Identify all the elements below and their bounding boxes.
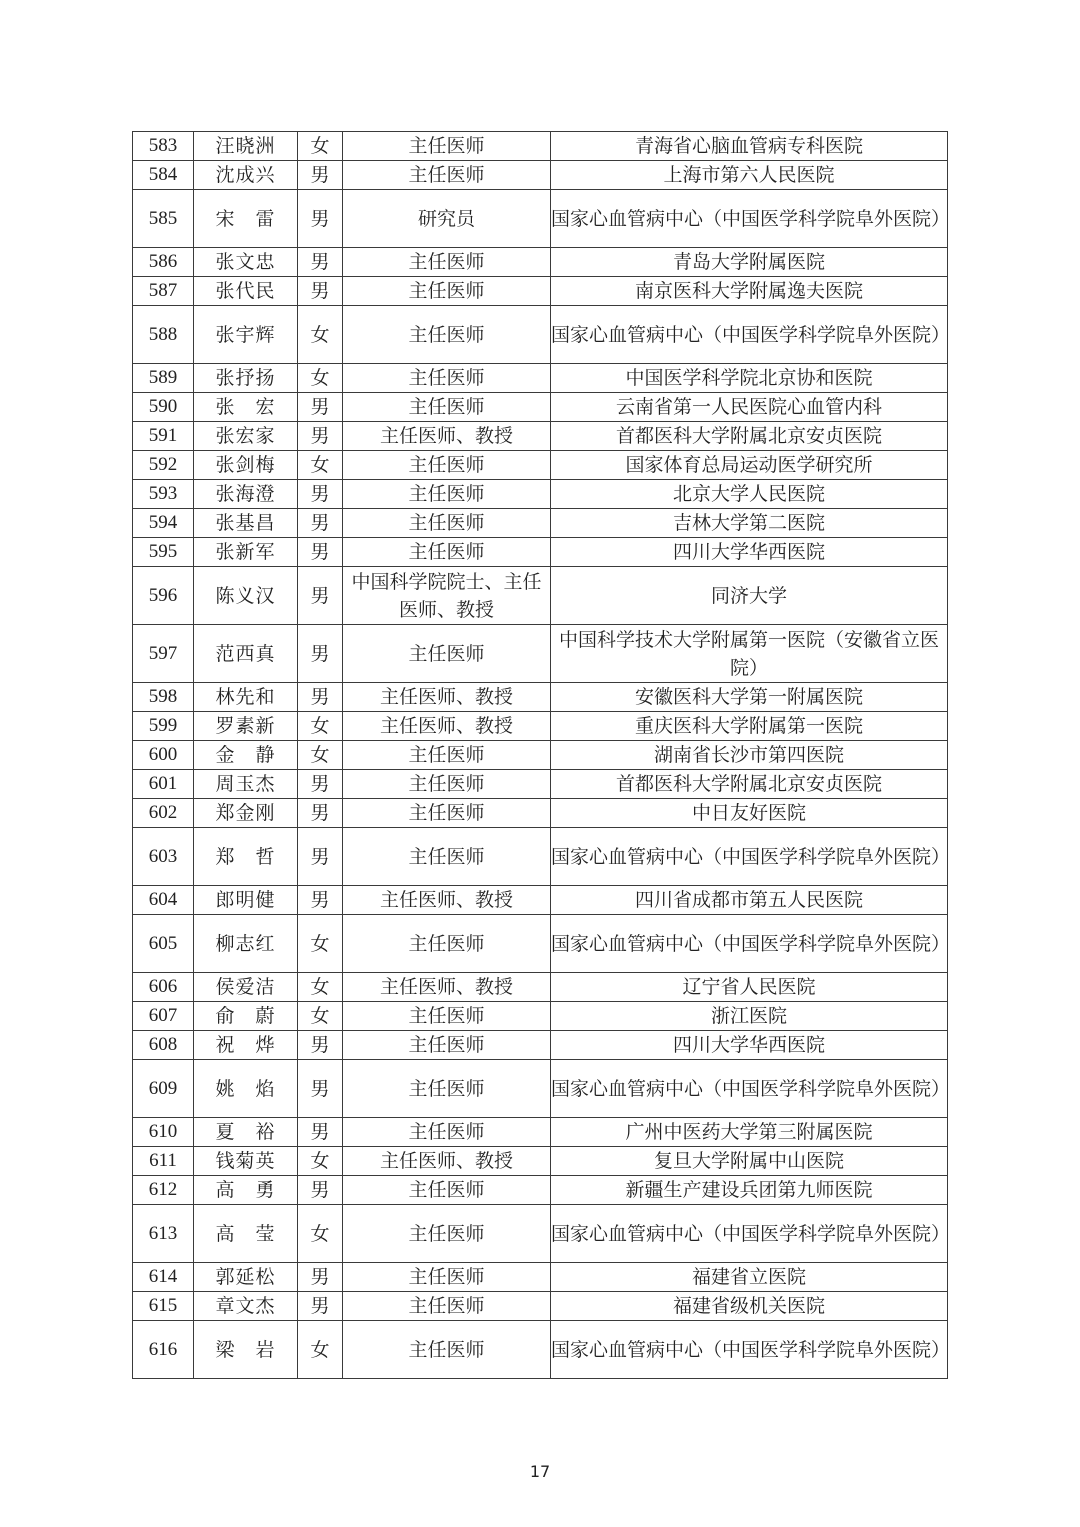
name-cell: 张海澄	[194, 480, 298, 509]
gender-cell: 女	[298, 712, 343, 741]
title-cell: 主任医师、教授	[343, 886, 551, 915]
name-cell: 张新军	[194, 538, 298, 567]
organization-cell: 重庆医科大学附属第一医院	[551, 712, 948, 741]
title-cell: 主任医师	[343, 1292, 551, 1321]
organization-cell: 同济大学	[551, 567, 948, 625]
organization-cell: 湖南省长沙市第四医院	[551, 741, 948, 770]
row-number-cell: 592	[133, 451, 194, 480]
organization-cell: 国家心血管病中心（中国医学科学院阜外医院）	[551, 828, 948, 886]
row-number-cell: 610	[133, 1118, 194, 1147]
name-cell: 夏 裕	[194, 1118, 298, 1147]
row-number-cell: 598	[133, 683, 194, 712]
name-cell: 周玉杰	[194, 770, 298, 799]
organization-cell: 四川省成都市第五人民医院	[551, 886, 948, 915]
name-cell: 林先和	[194, 683, 298, 712]
row-number-cell: 600	[133, 741, 194, 770]
title-cell: 主任医师	[343, 1031, 551, 1060]
row-number-cell: 602	[133, 799, 194, 828]
row-number-cell: 594	[133, 509, 194, 538]
name-cell: 宋 雷	[194, 190, 298, 248]
table-row	[133, 277, 948, 306]
gender-cell: 男	[298, 828, 343, 886]
gender-cell: 男	[298, 1176, 343, 1205]
name-cell: 郭延松	[194, 1263, 298, 1292]
title-cell: 主任医师	[343, 741, 551, 770]
organization-cell: 北京大学人民医院	[551, 480, 948, 509]
table-row	[133, 1176, 948, 1205]
organization-cell: 国家心血管病中心（中国医学科学院阜外医院）	[551, 306, 948, 364]
title-cell: 主任医师、教授	[343, 712, 551, 741]
organization-cell: 福建省级机关医院	[551, 1292, 948, 1321]
table-row	[133, 509, 948, 538]
gender-cell: 女	[298, 132, 343, 161]
row-number-cell: 587	[133, 277, 194, 306]
title-cell: 主任医师	[343, 915, 551, 973]
organization-cell: 中国科学技术大学附属第一医院（安徽省立医院）	[551, 625, 948, 683]
gender-cell: 男	[298, 248, 343, 277]
table-row	[133, 480, 948, 509]
name-cell: 张宏家	[194, 422, 298, 451]
table-row	[133, 886, 948, 915]
title-cell: 主任医师	[343, 625, 551, 683]
row-number-cell: 584	[133, 161, 194, 190]
row-number-cell: 597	[133, 625, 194, 683]
row-number-cell: 591	[133, 422, 194, 451]
title-cell: 主任医师	[343, 161, 551, 190]
title-cell: 主任医师、教授	[343, 683, 551, 712]
title-cell: 主任医师	[343, 248, 551, 277]
table-row	[133, 364, 948, 393]
name-cell: 张基昌	[194, 509, 298, 538]
title-cell: 主任医师	[343, 1321, 551, 1379]
title-cell: 主任医师	[343, 364, 551, 393]
name-cell: 陈义汉	[194, 567, 298, 625]
name-cell: 侯爱洁	[194, 973, 298, 1002]
gender-cell: 男	[298, 161, 343, 190]
organization-cell: 上海市第六人民医院	[551, 161, 948, 190]
gender-cell: 女	[298, 364, 343, 393]
name-cell: 张 宏	[194, 393, 298, 422]
row-number-cell: 615	[133, 1292, 194, 1321]
title-cell: 主任医师	[343, 277, 551, 306]
gender-cell: 女	[298, 741, 343, 770]
row-number-cell: 605	[133, 915, 194, 973]
title-cell: 主任医师	[343, 1118, 551, 1147]
row-number-cell: 583	[133, 132, 194, 161]
gender-cell: 男	[298, 1060, 343, 1118]
gender-cell: 男	[298, 509, 343, 538]
gender-cell: 男	[298, 683, 343, 712]
table-row	[133, 915, 948, 973]
table-row	[133, 1031, 948, 1060]
roster-body	[133, 132, 951, 1379]
name-cell: 梁 岩	[194, 1321, 298, 1379]
title-cell: 主任医师	[343, 393, 551, 422]
gender-cell: 女	[298, 1321, 343, 1379]
gender-cell: 男	[298, 422, 343, 451]
table-row	[133, 132, 948, 161]
gender-cell: 男	[298, 393, 343, 422]
table-row	[133, 828, 948, 886]
title-cell: 主任医师	[343, 1205, 551, 1263]
title-cell: 主任医师	[343, 1060, 551, 1118]
gender-cell: 女	[298, 1002, 343, 1031]
gender-cell: 女	[298, 915, 343, 973]
title-cell: 主任医师、教授	[343, 422, 551, 451]
row-number-cell: 608	[133, 1031, 194, 1060]
title-cell: 主任医师	[343, 480, 551, 509]
row-number-cell: 588	[133, 306, 194, 364]
table-row	[133, 770, 948, 799]
row-number-cell: 601	[133, 770, 194, 799]
organization-cell: 中国医学科学院北京协和医院	[551, 364, 948, 393]
name-cell: 沈成兴	[194, 161, 298, 190]
gender-cell: 女	[298, 1147, 343, 1176]
organization-cell: 国家体育总局运动医学研究所	[551, 451, 948, 480]
table-row	[133, 683, 948, 712]
name-cell: 高 勇	[194, 1176, 298, 1205]
title-cell: 主任医师、教授	[343, 973, 551, 1002]
table-row	[133, 1292, 948, 1321]
title-cell: 研究员	[343, 190, 551, 248]
page-number: 17	[529, 1462, 551, 1481]
organization-cell: 国家心血管病中心（中国医学科学院阜外医院）	[551, 1321, 948, 1379]
name-cell: 祝 烨	[194, 1031, 298, 1060]
table-row	[133, 625, 948, 683]
row-number-cell: 589	[133, 364, 194, 393]
table-row	[133, 306, 948, 364]
name-cell: 汪晓洲	[194, 132, 298, 161]
title-cell: 主任医师	[343, 509, 551, 538]
row-number-cell: 585	[133, 190, 194, 248]
title-cell: 主任医师	[343, 306, 551, 364]
gender-cell: 男	[298, 277, 343, 306]
organization-cell: 国家心血管病中心（中国医学科学院阜外医院）	[551, 1205, 948, 1263]
table-row	[133, 799, 948, 828]
table-row	[133, 1002, 948, 1031]
row-number-cell: 613	[133, 1205, 194, 1263]
title-cell: 主任医师	[343, 799, 551, 828]
title-cell: 主任医师	[343, 1263, 551, 1292]
title-cell: 主任医师、教授	[343, 1147, 551, 1176]
organization-cell: 国家心血管病中心（中国医学科学院阜外医院）	[551, 1060, 948, 1118]
roster-table	[132, 131, 951, 1379]
gender-cell: 男	[298, 1031, 343, 1060]
row-number-cell: 596	[133, 567, 194, 625]
title-cell: 主任医师	[343, 1176, 551, 1205]
organization-cell: 首都医科大学附属北京安贞医院	[551, 422, 948, 451]
gender-cell: 男	[298, 1292, 343, 1321]
row-number-cell: 603	[133, 828, 194, 886]
organization-cell: 新疆生产建设兵团第九师医院	[551, 1176, 948, 1205]
organization-cell: 复旦大学附属中山医院	[551, 1147, 948, 1176]
table-row	[133, 1321, 948, 1379]
name-cell: 柳志红	[194, 915, 298, 973]
table-row	[133, 161, 948, 190]
title-cell: 主任医师	[343, 770, 551, 799]
organization-cell: 广州中医药大学第三附属医院	[551, 1118, 948, 1147]
gender-cell: 男	[298, 538, 343, 567]
name-cell: 俞 蔚	[194, 1002, 298, 1031]
name-cell: 张抒扬	[194, 364, 298, 393]
gender-cell: 男	[298, 190, 343, 248]
gender-cell: 女	[298, 451, 343, 480]
gender-cell: 男	[298, 567, 343, 625]
organization-cell: 云南省第一人民医院心血管内科	[551, 393, 948, 422]
table-row	[133, 538, 948, 567]
name-cell: 张文忠	[194, 248, 298, 277]
gender-cell: 男	[298, 886, 343, 915]
gender-cell: 男	[298, 1118, 343, 1147]
organization-cell: 南京医科大学附属逸夫医院	[551, 277, 948, 306]
gender-cell: 男	[298, 799, 343, 828]
organization-cell: 四川大学华西医院	[551, 538, 948, 567]
table-row	[133, 393, 948, 422]
name-cell: 郑 哲	[194, 828, 298, 886]
name-cell: 张宇辉	[194, 306, 298, 364]
row-number-cell: 593	[133, 480, 194, 509]
gender-cell: 男	[298, 480, 343, 509]
row-number-cell: 616	[133, 1321, 194, 1379]
organization-cell: 辽宁省人民医院	[551, 973, 948, 1002]
name-cell: 钱菊英	[194, 1147, 298, 1176]
table-row	[133, 1060, 948, 1118]
organization-cell: 中日友好医院	[551, 799, 948, 828]
name-cell: 章文杰	[194, 1292, 298, 1321]
table-row	[133, 567, 948, 625]
table-row	[133, 451, 948, 480]
row-number-cell: 586	[133, 248, 194, 277]
organization-cell: 青海省心脑血管病专科医院	[551, 132, 948, 161]
name-cell: 范西真	[194, 625, 298, 683]
row-number-cell: 612	[133, 1176, 194, 1205]
gender-cell: 男	[298, 770, 343, 799]
gender-cell: 男	[298, 1263, 343, 1292]
row-number-cell: 614	[133, 1263, 194, 1292]
title-cell: 主任医师	[343, 132, 551, 161]
organization-cell: 青岛大学附属医院	[551, 248, 948, 277]
title-cell: 中国科学院院士、主任医师、教授	[343, 567, 551, 625]
organization-cell: 福建省立医院	[551, 1263, 948, 1292]
table-row	[133, 422, 948, 451]
table-row	[133, 248, 948, 277]
title-cell: 主任医师	[343, 1002, 551, 1031]
table-row	[133, 712, 948, 741]
row-number-cell: 607	[133, 1002, 194, 1031]
table-row	[133, 1205, 948, 1263]
table-row	[133, 190, 948, 248]
row-number-cell: 590	[133, 393, 194, 422]
organization-cell: 四川大学华西医院	[551, 1031, 948, 1060]
name-cell: 罗素新	[194, 712, 298, 741]
row-number-cell: 609	[133, 1060, 194, 1118]
row-number-cell: 611	[133, 1147, 194, 1176]
organization-cell: 国家心血管病中心（中国医学科学院阜外医院）	[551, 915, 948, 973]
gender-cell: 女	[298, 306, 343, 364]
name-cell: 姚 焰	[194, 1060, 298, 1118]
table-row	[133, 1118, 948, 1147]
row-number-cell: 595	[133, 538, 194, 567]
name-cell: 张代民	[194, 277, 298, 306]
organization-cell: 吉林大学第二医院	[551, 509, 948, 538]
organization-cell: 安徽医科大学第一附属医院	[551, 683, 948, 712]
name-cell: 张剑梅	[194, 451, 298, 480]
title-cell: 主任医师	[343, 451, 551, 480]
row-number-cell: 606	[133, 973, 194, 1002]
organization-cell: 浙江医院	[551, 1002, 948, 1031]
gender-cell: 女	[298, 973, 343, 1002]
name-cell: 金 静	[194, 741, 298, 770]
row-number-cell: 604	[133, 886, 194, 915]
name-cell: 高 莹	[194, 1205, 298, 1263]
table-row	[133, 1147, 948, 1176]
table-row	[133, 973, 948, 1002]
gender-cell: 男	[298, 625, 343, 683]
name-cell: 郎明健	[194, 886, 298, 915]
gender-cell: 女	[298, 1205, 343, 1263]
organization-cell: 首都医科大学附属北京安贞医院	[551, 770, 948, 799]
title-cell: 主任医师	[343, 538, 551, 567]
table-row	[133, 1263, 948, 1292]
table-row	[133, 741, 948, 770]
row-number-cell: 599	[133, 712, 194, 741]
title-cell: 主任医师	[343, 828, 551, 886]
name-cell: 郑金刚	[194, 799, 298, 828]
organization-cell: 国家心血管病中心（中国医学科学院阜外医院）	[551, 190, 948, 248]
